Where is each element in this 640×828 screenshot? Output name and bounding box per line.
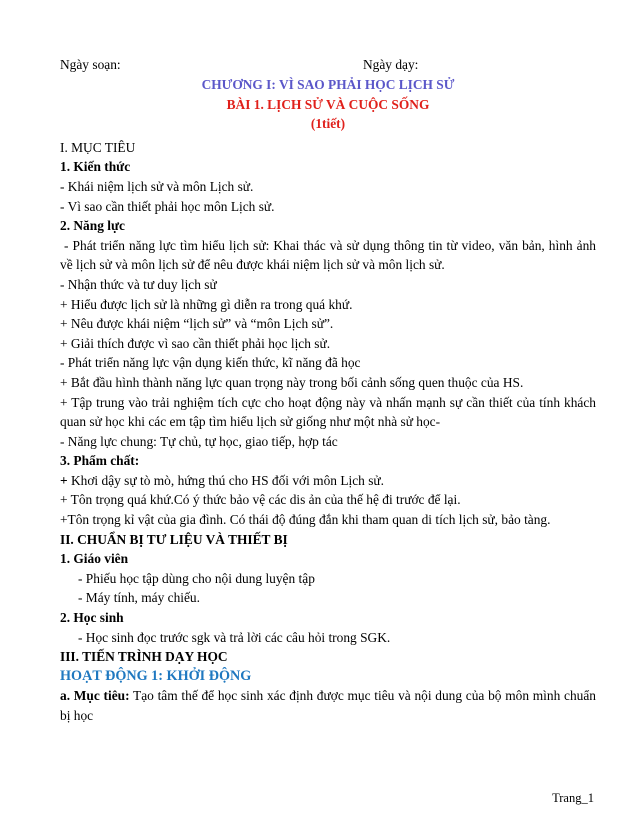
qualities-item: +Tôn trọng kỉ vật của gia đình. Có thái độ đúng đắn khi tham quan di tích lịch sử, bảo tàng.	[60, 512, 551, 528]
qualities-item	[60, 471, 596, 491]
competence-paragraph: + Tập trung vào trải nghiệm tích cực cho hoạt động này và nhấn mạnh sự cần thiết của tính khách quan sử học khi các em tập tìm hiểu lịch sử giống như một nhà sử học-	[60, 394, 596, 430]
date-row	[60, 55, 596, 75]
qualities-item: + Tôn trọng quá khứ.Có ý thức bảo vệ các dis ản của thế hệ đi trước để lại.	[60, 492, 461, 508]
lesson-period: (1tiết)	[310, 116, 346, 132]
competence-heading: 2. Năng lực	[60, 218, 125, 234]
general-competence: - Năng lực chung: Tự chủ, tự học, giao tiếp, hợp tác	[60, 433, 338, 449]
section-objectives-heading: I. MỤC TIÊU	[60, 139, 136, 155]
qualities-item-text: Khơi dậy sự tò mò, hứng thú cho HS đối với môn Lịch sử.	[67, 472, 385, 488]
student-item: - Học sinh đọc trước sgk và trả lời các câu hỏi trong SGK.	[78, 629, 391, 645]
competence-item: - Phát triển năng lực vận dụng kiến thức, kĩ năng đã học	[60, 355, 361, 371]
section-process-heading: III. TIẾN TRÌNH DẠY HỌC	[60, 649, 228, 665]
prep-date-label: Ngày soạn:	[60, 57, 121, 72]
teacher-heading: 1. Giáo viên	[60, 551, 129, 567]
activity-title: HOẠT ĐỘNG 1: KHỞI ĐỘNG	[60, 667, 252, 684]
teacher-item: - Phiếu học tập dùng cho nội dung luyện tập	[78, 570, 315, 586]
teach-date-label: Ngày dạy:	[363, 57, 419, 72]
knowledge-heading: 1. Kiến thức	[60, 159, 131, 175]
student-heading: 2. Học sinh	[60, 610, 124, 626]
competence-item: - Nhận thức và tư duy lịch sử	[60, 276, 217, 292]
competence-item: + Bắt đầu hình thành năng lực quan trọng này trong bối cảnh sống quen thuộc của HS.	[60, 374, 524, 390]
bullet-mark: +	[60, 472, 68, 488]
section-preparation-heading: II. CHUẨN BỊ TƯ LIỆU VÀ THIẾT BỊ	[60, 531, 288, 547]
knowledge-item: - Khái niệm lịch sử và môn Lịch sử.	[60, 178, 254, 194]
chapter-title: CHƯƠNG I: VÌ SAO PHẢI HỌC LỊCH SỬ	[201, 77, 455, 92]
competence-item: + Giải thích được vì sao cần thiết phải học lịch sử.	[60, 335, 331, 351]
competence-item: + Hiểu được lịch sử là những gì diễn ra trong quá khứ.	[60, 296, 353, 312]
teacher-item: - Máy tính, máy chiếu.	[78, 590, 200, 606]
competence-item: + Nêu được khái niệm “lịch sử” và “môn Lịch sử”.	[60, 316, 334, 332]
competence-paragraph: - Phát triển năng lực tìm hiểu lịch sử: Khai thác và sử dụng thông tin từ video, văn bản, hình ảnh về lịch sử và môn lịch sử để nêu được khái niệm lịch sử và môn lịch sử.	[60, 237, 600, 273]
page-number: Trang_1	[552, 791, 594, 805]
goal-text: Tạo tâm thế để học sinh xác định được mục tiêu và nội dung của bộ môn mình chuẩn bị học	[60, 688, 596, 723]
knowledge-item: - Vì sao cần thiết phải học môn Lịch sử.	[60, 198, 275, 214]
goal-label: a. Mục tiêu:	[60, 688, 130, 704]
activity-goal	[60, 686, 596, 725]
document-body	[60, 55, 600, 726]
lesson-title: BÀI 1. LỊCH SỬ VÀ CUỘC SỐNG	[226, 96, 430, 112]
qualities-heading: 3. Phẩm chất:	[60, 453, 140, 469]
